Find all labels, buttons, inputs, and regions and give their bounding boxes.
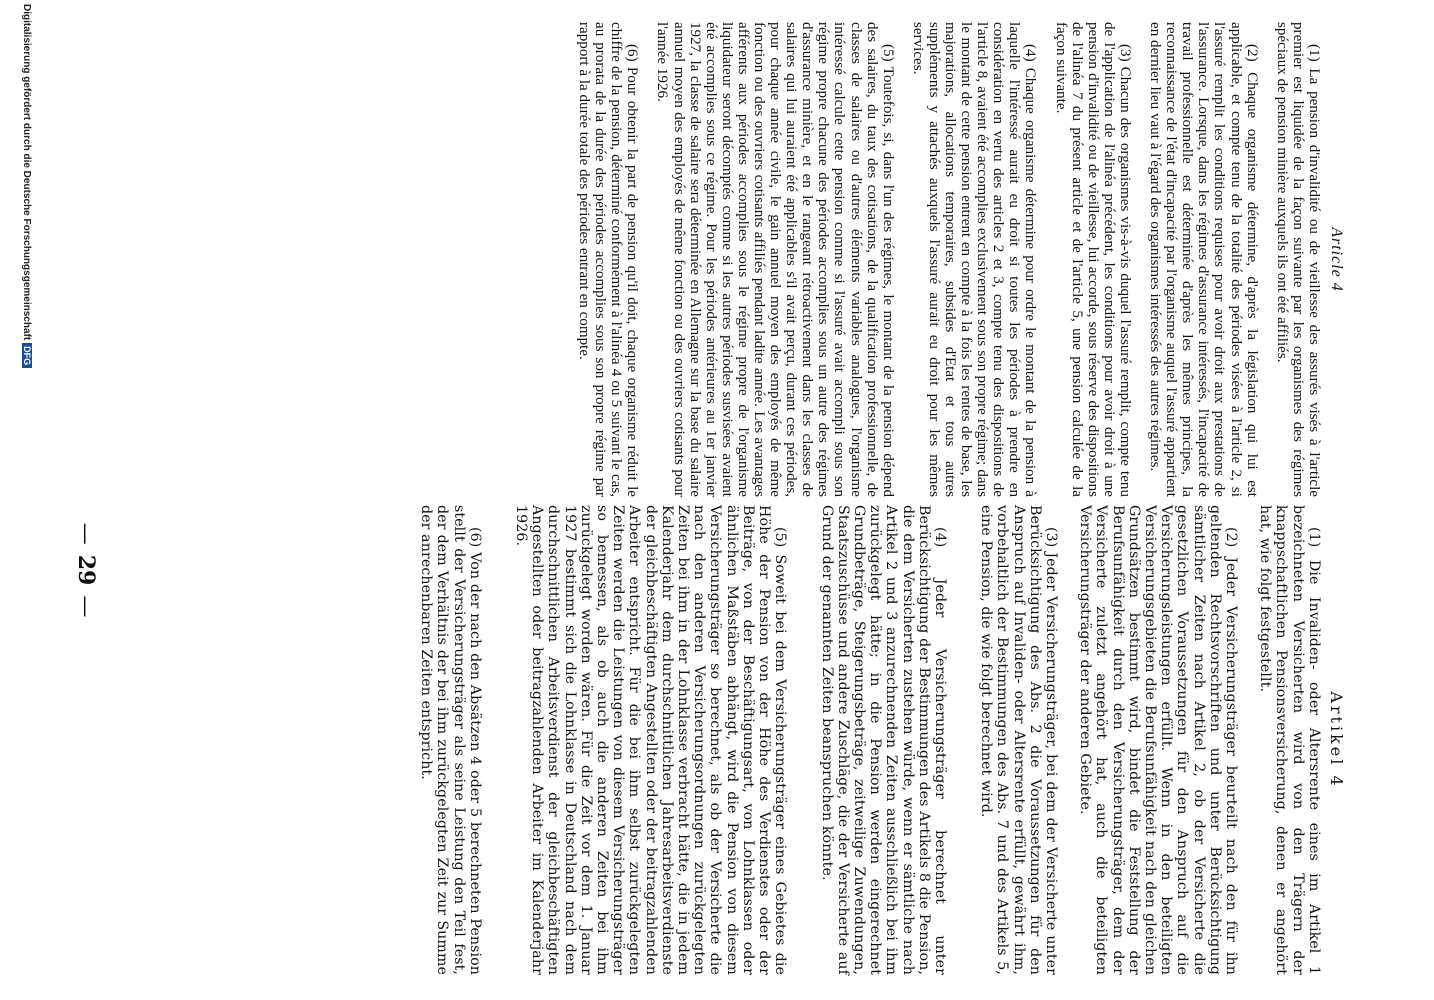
digitization-credit-text: Digitalisierung gefördert durch die Deutsche Forschungsgemeinschaft — [21, 4, 32, 341]
german-paragraph: (4) Jeder Versicherungsträger berechnet unter Berücksichtigung der Bestimmungen des Artikels 8 die Pension, die dem Versicherten zustehen würde, wenn er sämtliche nach Artikel 2 und 3 anzurechnenden Zeiten ausschließlich bei ihm zurückgelegt hätte; in die Pension werden eingerechnet Grundbeträge, Steigerungsbeträge, zeitweilige Zuwendungen, Staatszuschüsse und andere Zuschläge, die der Versicherte auf Grund der genannten Zeiten beanspruchen könnte. — [818, 505, 948, 975]
german-paragraph: (3) Jeder Versicherungsträger, bei dem der Versicherte unter Berücksichtigung des Abs. 2 die Voraussetzungen für den Anspruch auf Invaliden- oder Altersrente erfüllt, gewährt ihm, vorbehaltlich der Bestimmungen des Abs. 7 und des Artikels 5, eine Pension, die wie folgt berechnet wird. — [978, 505, 1059, 975]
digitization-credit — [21, 4, 32, 366]
page-number: 29 — [73, 554, 99, 586]
page-header: —29— — [73, 522, 99, 618]
german-paragraph: (6) Von der nach den Absätzen 4 oder 5 berechneten Pension stellt der Versicherungsträger als seine Leistung den Teil fest, der dem Verhältnis der bei ihm zurückgelegten Zeit zur Summe der anrechenbaren Zeiten entspricht. — [418, 505, 483, 975]
german-paragraph: (1) Die Invaliden- oder Altersrente eines im Artikel 1 bezeichneten Versicherten wird von den Trägern der knappschaftlichen Pensionsversicherung, denen er angehört hat, wie folgt festgestellt. — [1257, 505, 1322, 975]
german-column — [114, 505, 1344, 975]
german-article-title: Artikel 4 — [1327, 691, 1346, 789]
french-paragraph: (1) La pension d'invalidité ou de vieillesse des assurés visés à l'article premier est liquidée de la façon suivante par les organismes des régimes spéciaux de pension minière auxquels ils ont été affiliés. — [1273, 22, 1322, 497]
french-paragraph: (3) Chacun des organismes vis-à-vis duquel l'assuré remplit, compte tenu de l'application de l'alinéa précédent, les conditions pour avoir droit à une pension d'invalidité ou de vieillesse, lui accorde, sous réserve des dispositions de l'alinéa 7 du présent article et de l'article 5, une pension calculée de la façon suivante. — [1052, 22, 1133, 497]
french-paragraph: (4) Chaque organisme détermine pour ordre le montant de la pension à laquelle l'intéressé aurait eu droit si toutes les périodes à prendre en considération en vertu des articles 2 et 3, compte tenu des dispositions de l'article 8, avaient été accomplies exclusivement sous son propre régime; dans le montant de cette pension entrent en compte à la fois les rentes de base, les majorations, allocations temporaires, subsides d'Etat et tous autres suppléments y attachés auxquels l'assuré aurait eu droit pour les mêmes services. — [909, 22, 1039, 497]
dfg-logo: DFG — [22, 343, 32, 368]
french-column — [114, 22, 1344, 497]
german-paragraph: (2) Jeder Versicherungsträger beurteilt nach den für ihn geltenden Rechtsvorschriften und unter Berücksichtigung sämtlicher Zeiten nach Artikel 2, ob der Versicherte die gesetzlichen Voraussetzungen für den Anspruch auf die Versicherungsleistungen erfüllt. Wenn in den beteiligten Versicherungsgebieten die Berufsunfähigkeit nach den gleichen Grundsätzen bestimmt wird, bindet die Feststellung der Berufsunfähigkeit durch den Versicherungsträger, dem der Versicherte zuletzt angehört hat, auch die beteiligten Versicherungsträger der anderen Gebiete. — [1077, 505, 1239, 975]
french-paragraph: (5) Toutefois, si, dans l'un des régimes, le montant de la pension dépend des salaires, du taux des cotisations, de la qualification professionnelle, de classes de salaires ou d'autres éléments variables analogues, l'organisme intéressé calcule cette pension comme si l'assuré avait accompli sous son régime propre chacune des périodes accomplies sous un autre des régimes d'assurance minière, et en le rangeant rétroactivement dans les classes de salaires qui lui auraient été applicables s'il avait perçu, durant ces périodes, pour chaque année civile, le gain annuel moyen des employés de même fonction ou des ouvriers cotisants affiliés pendant ladite année. Les avantages afférents aux périodes accomplies sous le régime propre de l'organisme liquidateur seront décomptés comme si les autres périodes susvisées avaient été accomplies sous ce régime. Pour les périodes antérieures au 1er janvier 1927, la classe de salaire sera déterminée en Allemagne sur la base du salaire annuel moyen des employés de même fonction ou des ouvriers cotisants pour l'année 1926. — [654, 22, 896, 497]
french-paragraph: (2) Chaque organisme détermine, d'après la législation qui lui est applicable, et compte tenu de la totalité des périodes visées à l'article 2, si l'assuré remplit les conditions requises pour avoir droit aux prestations de l'assurance. Lorsque, dans les régimes d'assurance intéressés, l'incapacité de travail professionnelle est déterminée d'après les mêmes principes, la reconnaissance de l'état d'incapacité par l'organisme auquel l'assuré appartient en dernier lieu vaut à l'égard des organismes intéressés des autres régimes. — [1147, 22, 1260, 497]
german-paragraph: (5) Soweit bei dem Versicherungsträger eines Gebietes die Höhe der Pension von der Höhe des Verdienstes oder der Beiträge, von der Beschäftigungsart, von Lohnklassen oder ähnlichen Maßstäben abhängt, wird die Pension von diesem Versicherungsträger so berechnet, als ob der Versicherte die nach den anderen Versicherungsordnungen zurückgelegten Zeiten bei ihm in der Lohnklasse verbracht hätte, die in jedem Kalenderjahr dem durchschnittlichen Jahresarbeitsverdienste der gleichbeschäftigten Angestellten oder der beitragzahlenden Arbeiter entspricht. Für die bei ihm selbst zurückgelegten Zeiten werden die Leistungen von diesem Versicherungsträger so bemessen, als ob auch die anderen Zeiten bei ihm zurückgelegt worden wären. Für die Zeit vor dem 1. Januar 1927 bestimmt sich die Lohnklasse in Deutschland nach dem durchschnittlichen Arbeitsverdienst der gleichbeschäftigten Angestellten oder beitragzahlenden Arbeiter im Kalenderjahr 1926. — [513, 505, 789, 975]
french-paragraph: (6) Pour obtenir la part de pension qu'il doit, chaque organisme réduit le chiffre de la pension, déterminé conformément à l'alinéa 4 ou 5 suivant le cas, au prorata de la durée des périodes accomplies sous son propre régime par rapport à la durée totale des périodes entrant en compte. — [576, 22, 641, 497]
french-article-title: Article 4 — [1328, 227, 1345, 292]
